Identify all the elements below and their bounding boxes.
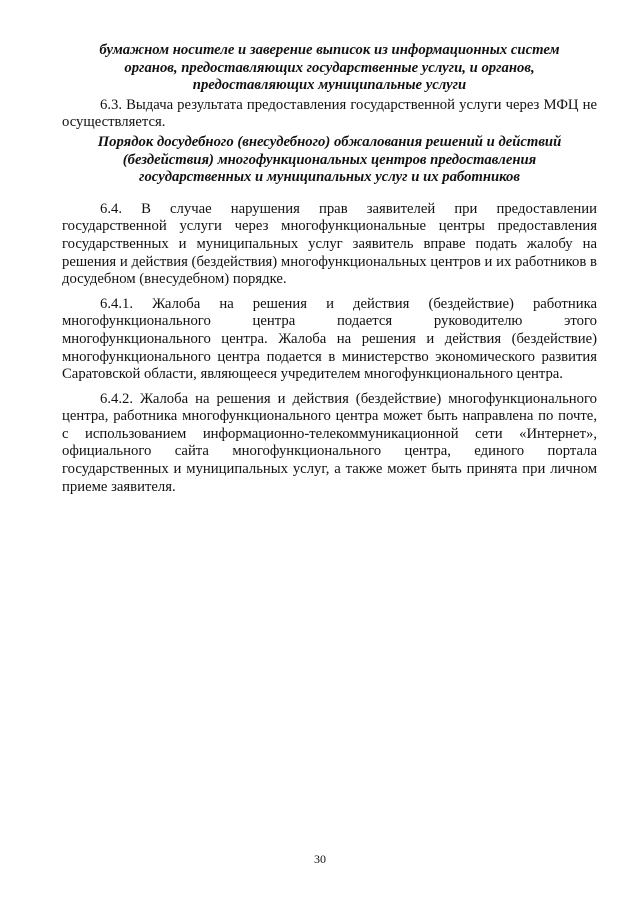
top-heading-line-2: органов, предоставляющих государственные услуги, и органов, xyxy=(124,59,535,76)
section-6-4-2-paragraph: 6.4.2. Жалоба на решения и действия (бездействие) многофункционального центра, работника многофункционального центра может быть направлена по почте, с использованием информационно-телекоммуникационной сети «Интернет», официального сайта многофункционального центра, единого портала государственных и муниципальных услуг, а также может быть принята при личном приеме заявителя. xyxy=(62,390,597,495)
appeal-procedure-heading xyxy=(62,134,597,187)
appeal-heading-line-3: государственных и муниципальных услуг и их работников xyxy=(139,169,520,186)
top-heading-line-1: бумажном носителе и заверение выписок из информационных систем xyxy=(99,42,560,58)
document-page xyxy=(62,42,597,496)
appeal-heading-line-1: Порядок досудебного (внесудебного) обжалования решений и действий xyxy=(97,133,562,150)
page-number: 30 xyxy=(314,852,326,866)
appeal-heading-line-2: (бездействия) многофункциональных центров предоставления xyxy=(122,151,537,168)
top-heading xyxy=(62,42,597,95)
section-6-4-paragraph: 6.4. В случае нарушения прав заявителей при предоставлении государственной услуги через многофункциональные центры предоставления государственных и муниципальных услуг заявитель вправе подать жалобу на решения и действия (бездействия) многофункциональных центров и их работников в досудебном (внесудебном) порядке. xyxy=(62,200,597,288)
section-6-4-1-paragraph: 6.4.1. Жалоба на решения и действия (бездействие) работника многофункционального центра подается руководителю этого многофункционального центра. Жалоба на решения и действия (бездействие) многофункционального центра подается в министерство экономического развития Саратовской области, являющееся учредителем многофункционального центра. xyxy=(62,295,597,383)
section-6-3-paragraph: 6.3. Выдача результата предоставления государственной услуги через МФЦ не осуществляется. xyxy=(62,96,597,131)
top-heading-line-3: предоставляющих муниципальные услуги xyxy=(192,77,467,94)
